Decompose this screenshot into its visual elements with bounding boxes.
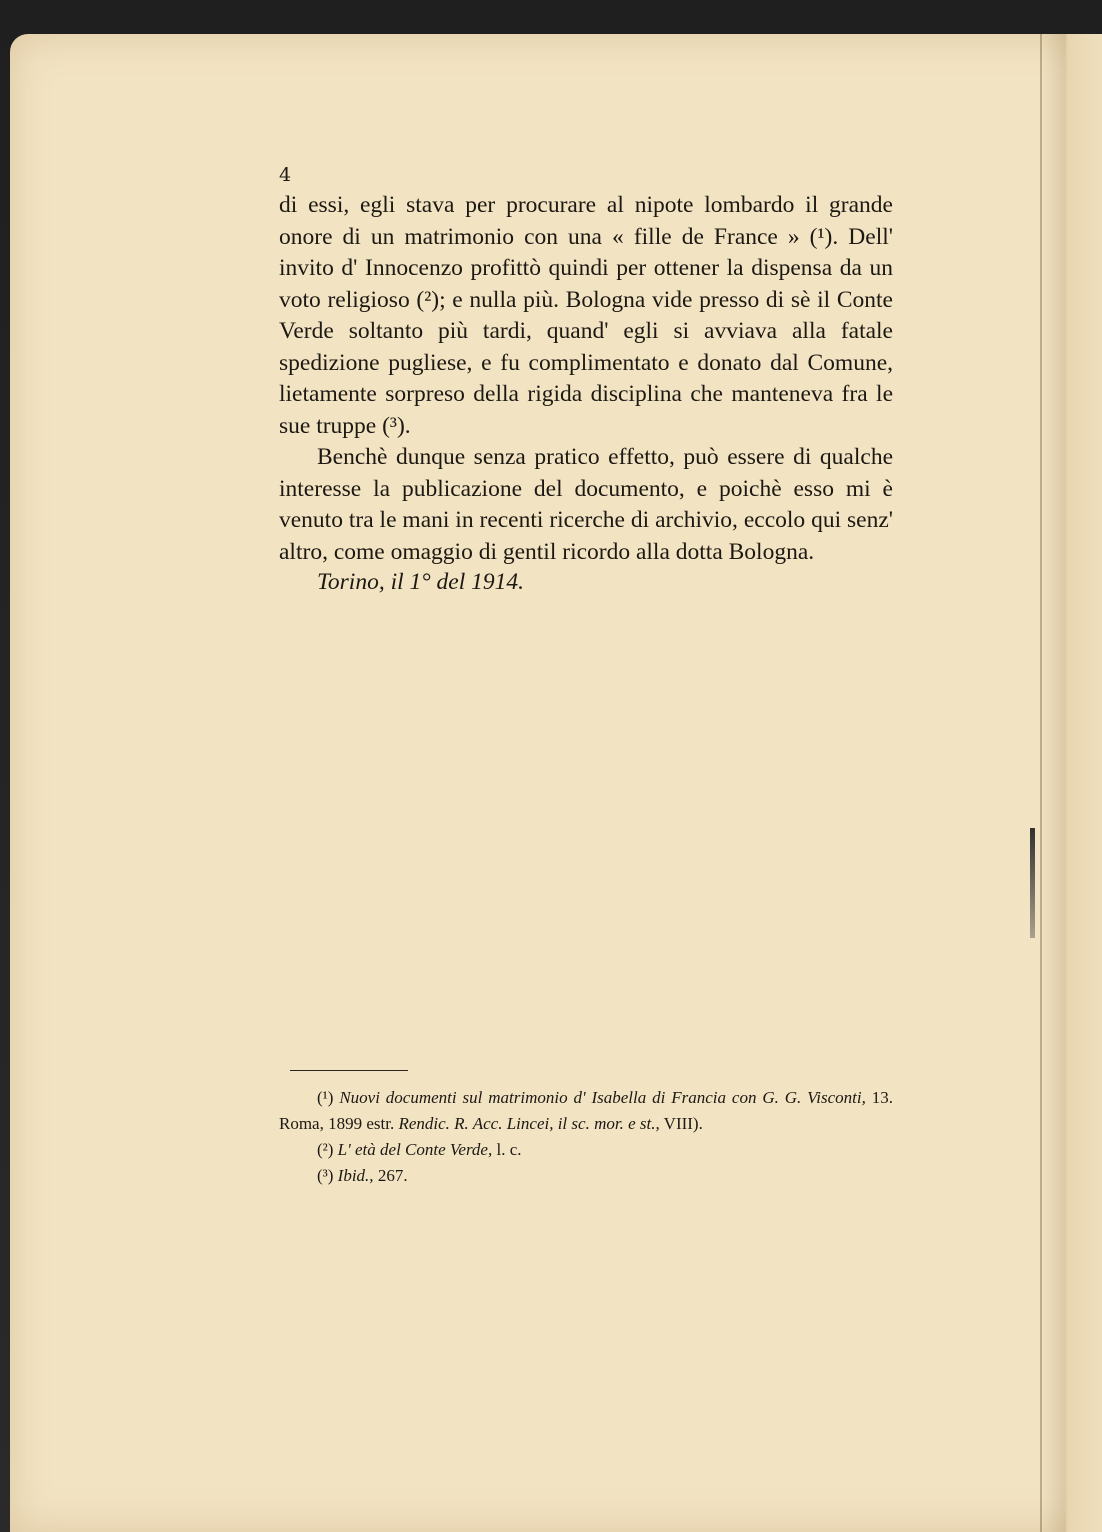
paragraph-2: Benchè dunque senza pratico effetto, può essere di qualche interesse la publicazione del documento, e poichè esso mi è venuto tra le mani in recenti ricerche di archivio, eccolo qui senz' altro, come omaggio di gentil ricordo alla dotta Bologna. (279, 444, 893, 565)
place-date-signature: Torino, il 1° del 1914. (317, 569, 525, 595)
footnote-1-title: Nuovi documenti sul matrimonio d' Isabella di Francia con G. G. Visconti, (339, 1088, 866, 1107)
footnote-1-tail: VIII). (659, 1114, 703, 1133)
footnote-1-rest: 13. Roma, 1899 estr. (279, 1088, 893, 1133)
footnote-separator (290, 1070, 408, 1071)
footnote-2-title: L' età del Conte Verde, (337, 1140, 493, 1159)
paragraph-1: di essi, egli stava per procurare al nipote lombardo il grande onore di un matrimonio con una « fille de France » (¹). Dell' invito d' Innocenzo profittò quindi per ottener la dispensa da un voto religioso (²); e nulla più. Bologna vide presso di sè il Conte Verde soltanto più tardi, quand' egli si avviava alla fatale spedizione pugliese, e fu complimentato e donato dal Comune, lietamente sorpreso della rigida disciplina che manteneva fra le sue truppe (³). (279, 192, 893, 439)
page-binding-edge (1040, 34, 1102, 1532)
footnote-3-title: Ibid., (337, 1166, 374, 1185)
footnote-3-rest: 267. (373, 1166, 408, 1185)
footnote-2-mark: (²) (317, 1140, 334, 1159)
footnotes (279, 1085, 893, 1189)
footnote-3-mark: (³) (317, 1166, 334, 1185)
footnote-1-journal: Rendic. R. Acc. Lincei, il sc. mor. e st., (398, 1114, 660, 1133)
edge-mark (1030, 828, 1035, 938)
page-fold-line (1040, 34, 1042, 1532)
footnote-2 (279, 1137, 893, 1163)
footnote-1 (279, 1085, 893, 1137)
footnote-1-mark: (¹) (317, 1088, 334, 1107)
footnote-3 (279, 1163, 893, 1189)
body-text (279, 190, 893, 568)
page-number: 4 (279, 164, 292, 186)
footnote-2-rest: l. c. (492, 1140, 522, 1159)
